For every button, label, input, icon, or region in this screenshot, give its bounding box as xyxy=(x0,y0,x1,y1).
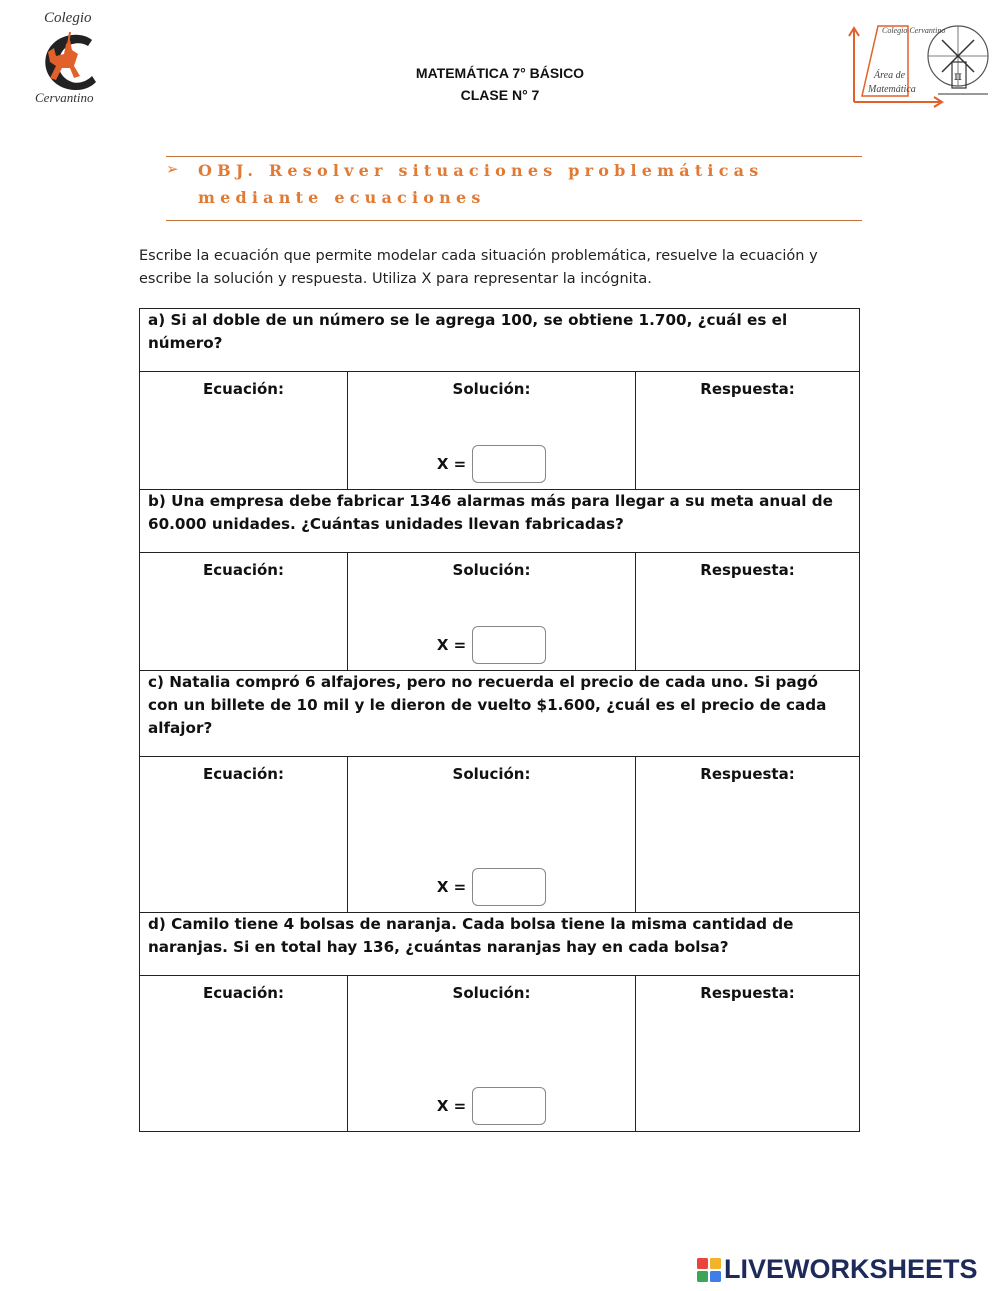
arrow-bullet-icon: ➢ xyxy=(166,160,179,178)
answer-row xyxy=(140,372,860,490)
response-cell[interactable] xyxy=(636,976,860,1132)
problem-c-text: c) Natalia compró 6 alfajores, pero no recuerda el precio de cada uno. Si pagó con un billete de 10 mil y le dieron de vuelto $1.600, ¿cuál es el precio de cada alfajor? xyxy=(140,671,860,757)
answer-b-input[interactable] xyxy=(472,626,546,664)
problem-row xyxy=(140,309,860,372)
colegio-cervantino-logo xyxy=(30,10,105,110)
answer-row xyxy=(140,757,860,913)
problem-a-text: a) Si al doble de un número se le agrega 100, se obtiene 1.700, ¿cuál es el número? xyxy=(140,309,860,372)
solution-cell xyxy=(348,372,636,490)
logo-bottom-text: Cervantino xyxy=(35,90,94,105)
solution-label: Solución: xyxy=(452,561,531,579)
equation-cell[interactable] xyxy=(140,553,348,671)
response-cell[interactable] xyxy=(636,372,860,490)
objective-divider-bottom xyxy=(166,220,862,221)
response-label: Respuesta: xyxy=(700,561,795,579)
response-cell[interactable] xyxy=(636,553,860,671)
objective-text: OBJ. Resolver situaciones problemáticas mediante ecuaciones xyxy=(198,161,764,207)
logo-school-text: Colegio Cervantino xyxy=(882,26,946,35)
x-equals-label: X = xyxy=(436,636,467,654)
equation-label: Ecuación: xyxy=(203,984,284,1002)
solution-label: Solución: xyxy=(452,984,531,1002)
logo-top-text: Colegio xyxy=(44,10,92,26)
problem-b-text: b) Una empresa debe fabricar 1346 alarmas más para llegar a su meta anual de 60.000 unidades. ¿Cuántas unidades llevan fabricadas? xyxy=(140,490,860,553)
x-equals-label: X = xyxy=(436,1097,467,1115)
logo-area-text: Área de xyxy=(874,70,906,81)
equation-cell[interactable] xyxy=(140,757,348,913)
logo-subject-text: Matemática xyxy=(868,84,916,95)
exercise-table xyxy=(139,308,860,1132)
solution-cell xyxy=(348,976,636,1132)
response-label: Respuesta: xyxy=(700,380,795,398)
solution-cell xyxy=(348,553,636,671)
class-number: CLASE N° 7 xyxy=(460,87,540,103)
liveworksheets-brand xyxy=(697,1254,978,1284)
equation-cell[interactable] xyxy=(140,976,348,1132)
x-equals-label: X = xyxy=(436,455,467,473)
solution-label: Solución: xyxy=(452,380,531,398)
solution-cell xyxy=(348,757,636,913)
problem-row xyxy=(140,671,860,757)
response-cell[interactable] xyxy=(636,757,860,913)
problem-d-text: d) Camilo tiene 4 bolsas de naranja. Cada bolsa tiene la misma cantidad de naranjas. Si en total hay 136, ¿cuántas naranjas hay en cada bolsa? xyxy=(140,913,860,976)
area-matematica-logo xyxy=(848,12,993,112)
page-header xyxy=(300,62,700,106)
equation-label: Ecuación: xyxy=(203,380,284,398)
equation-label: Ecuación: xyxy=(203,561,284,579)
answer-c-input[interactable] xyxy=(472,868,546,906)
response-label: Respuesta: xyxy=(700,765,795,783)
brand-name: LIVEWORKSHEETS xyxy=(724,1254,978,1284)
equation-cell[interactable] xyxy=(140,372,348,490)
answer-a-input[interactable] xyxy=(472,445,546,483)
answer-row xyxy=(140,553,860,671)
liveworksheets-logo-icon xyxy=(697,1258,721,1282)
answer-row xyxy=(140,976,860,1132)
solution-label: Solución: xyxy=(452,765,531,783)
x-equals-label: X = xyxy=(436,878,467,896)
svg-text:π: π xyxy=(954,69,962,83)
instructions-text: Escribe la ecuación que permite modelar cada situación problemática, resuelve la ecuación y escribe la solución y respuesta. Utiliza X para representar la incógnita. xyxy=(139,248,818,287)
response-label: Respuesta: xyxy=(700,984,795,1002)
page-title: MATEMÁTICA 7° BÁSICO xyxy=(415,65,585,81)
equation-label: Ecuación: xyxy=(203,765,284,783)
answer-d-input[interactable] xyxy=(472,1087,546,1125)
problem-row xyxy=(140,913,860,976)
problem-row xyxy=(140,490,860,553)
